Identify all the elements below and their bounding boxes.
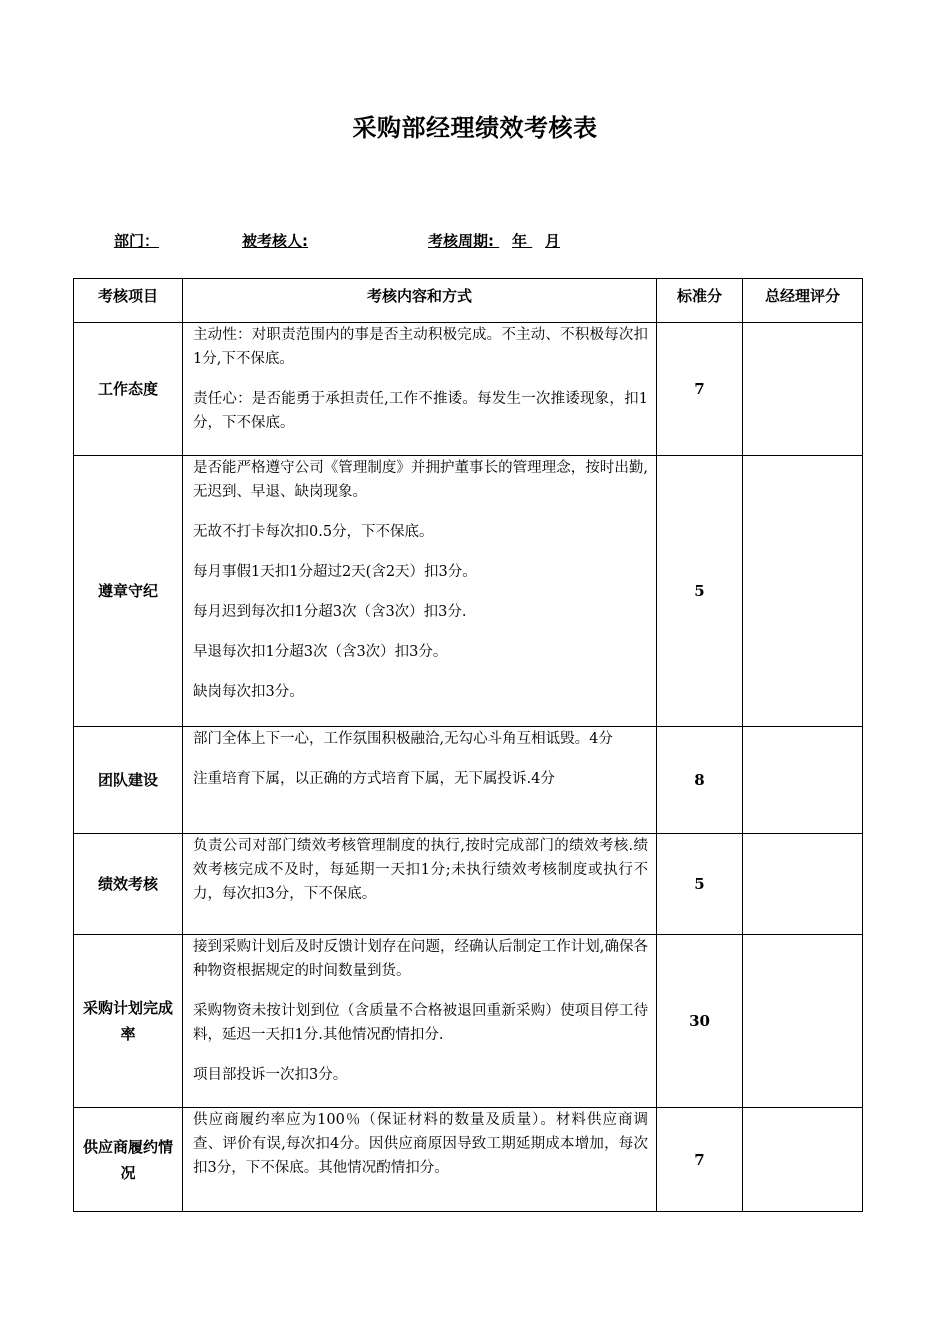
content-line: 缺岗每次扣3分。 — [193, 684, 304, 700]
assessee-label: 被考核人: — [242, 232, 308, 250]
row-gm-score-cell[interactable] — [743, 834, 863, 935]
content-line: 无故不打卡每次扣0.5分，下不保底。 — [193, 524, 434, 540]
row-content — [183, 456, 657, 727]
row-standard-score: 5 — [657, 834, 743, 935]
content-line: 项目部投诉一次扣3分。 — [193, 1067, 348, 1083]
month-label: 月 — [545, 232, 561, 250]
period-gap — [527, 232, 545, 250]
row-standard-score: 30 — [657, 935, 743, 1108]
assessment-table — [73, 278, 863, 1212]
row-content — [183, 935, 657, 1108]
table-row — [74, 727, 863, 834]
row-item: 工作态度 — [74, 323, 183, 456]
row-gm-score-cell[interactable] — [743, 456, 863, 727]
row-standard-score: 7 — [657, 323, 743, 456]
row-item: 绩效考核 — [74, 834, 183, 935]
table-row — [74, 1108, 863, 1212]
row-content — [183, 834, 657, 935]
content-line: 是否能严格遵守公司《管理制度》并拥护董事长的管理理念，按时出勤,无迟到、早退、缺岗现象。 — [193, 460, 648, 500]
table-row — [74, 935, 863, 1108]
header-gm-score: 总经理评分 — [743, 279, 863, 323]
content-line: 接到采购计划后及时反馈计划存在问题，经确认后制定工作计划,确保各种物资根据规定的时间数量到货。 — [193, 939, 648, 979]
table-row — [74, 456, 863, 727]
content-line: 责任心：是否能勇于承担责任,工作不推诿。每发生一次推诿现象，扣1分，下不保底。 — [193, 391, 648, 431]
content-line: 每月迟到每次扣1分超3次（含3次）扣3分. — [193, 604, 467, 620]
row-standard-score: 8 — [657, 727, 743, 834]
table-row — [74, 323, 863, 456]
form-meta — [114, 230, 560, 251]
header-standard-score: 标准分 — [657, 279, 743, 323]
row-gm-score-cell[interactable] — [743, 323, 863, 456]
row-item: 采购计划完成率 — [74, 935, 183, 1108]
row-content — [183, 727, 657, 834]
period-gap — [494, 232, 512, 250]
content-line: 采购物资未按计划到位（含质量不合格被退回重新采购）使项目停工待料，延迟一天扣1分.其他情况酌情扣分. — [193, 1003, 648, 1043]
table-row — [74, 834, 863, 935]
year-label: 年 — [512, 232, 528, 250]
header-content: 考核内容和方式 — [183, 279, 657, 323]
row-content — [183, 1108, 657, 1212]
content-line: 部门全体上下一心，工作氛围积极融洽,无勾心斗角互相诋毁。4分 — [193, 731, 613, 747]
content-line: 负责公司对部门绩效考核管理制度的执行,按时完成部门的绩效考核.绩效考核完成不及时，每延期一天扣1分;未执行绩效考核制度或执行不力，每次扣3分，下不保底。 — [193, 838, 648, 902]
content-line: 每月事假1天扣1分超过2天(含2天）扣3分。 — [193, 564, 477, 580]
row-item: 供应商履约情况 — [74, 1108, 183, 1212]
table-header-row — [74, 279, 863, 323]
row-item: 遵章守纪 — [74, 456, 183, 727]
row-standard-score: 5 — [657, 456, 743, 727]
row-content — [183, 323, 657, 456]
row-item: 团队建设 — [74, 727, 183, 834]
content-line: 早退每次扣1分超3次（含3次）扣3分。 — [193, 644, 448, 660]
content-line: 主动性：对职责范围内的事是否主动积极完成。不主动、不积极每次扣1分,下不保底。 — [193, 327, 648, 367]
period-label: 考核周期: — [428, 232, 494, 250]
content-line: 注重培育下属，以正确的方式培育下属，无下属投诉.4分 — [193, 771, 555, 787]
header-item: 考核项目 — [74, 279, 183, 323]
content-line: 供应商履约率应为100％（保证材料的数量及质量）。材料供应商调查、评价有误,每次扣4分。因供应商原因导致工期延期成本增加，每次扣3分，下不保底。其他情况酌情扣分。 — [193, 1112, 648, 1176]
row-gm-score-cell[interactable] — [743, 1108, 863, 1212]
row-gm-score-cell[interactable] — [743, 727, 863, 834]
page-title: 采购部经理绩效考核表 — [352, 114, 598, 142]
department-label: 部门： — [114, 232, 160, 250]
row-gm-score-cell[interactable] — [743, 935, 863, 1108]
row-standard-score: 7 — [657, 1108, 743, 1212]
